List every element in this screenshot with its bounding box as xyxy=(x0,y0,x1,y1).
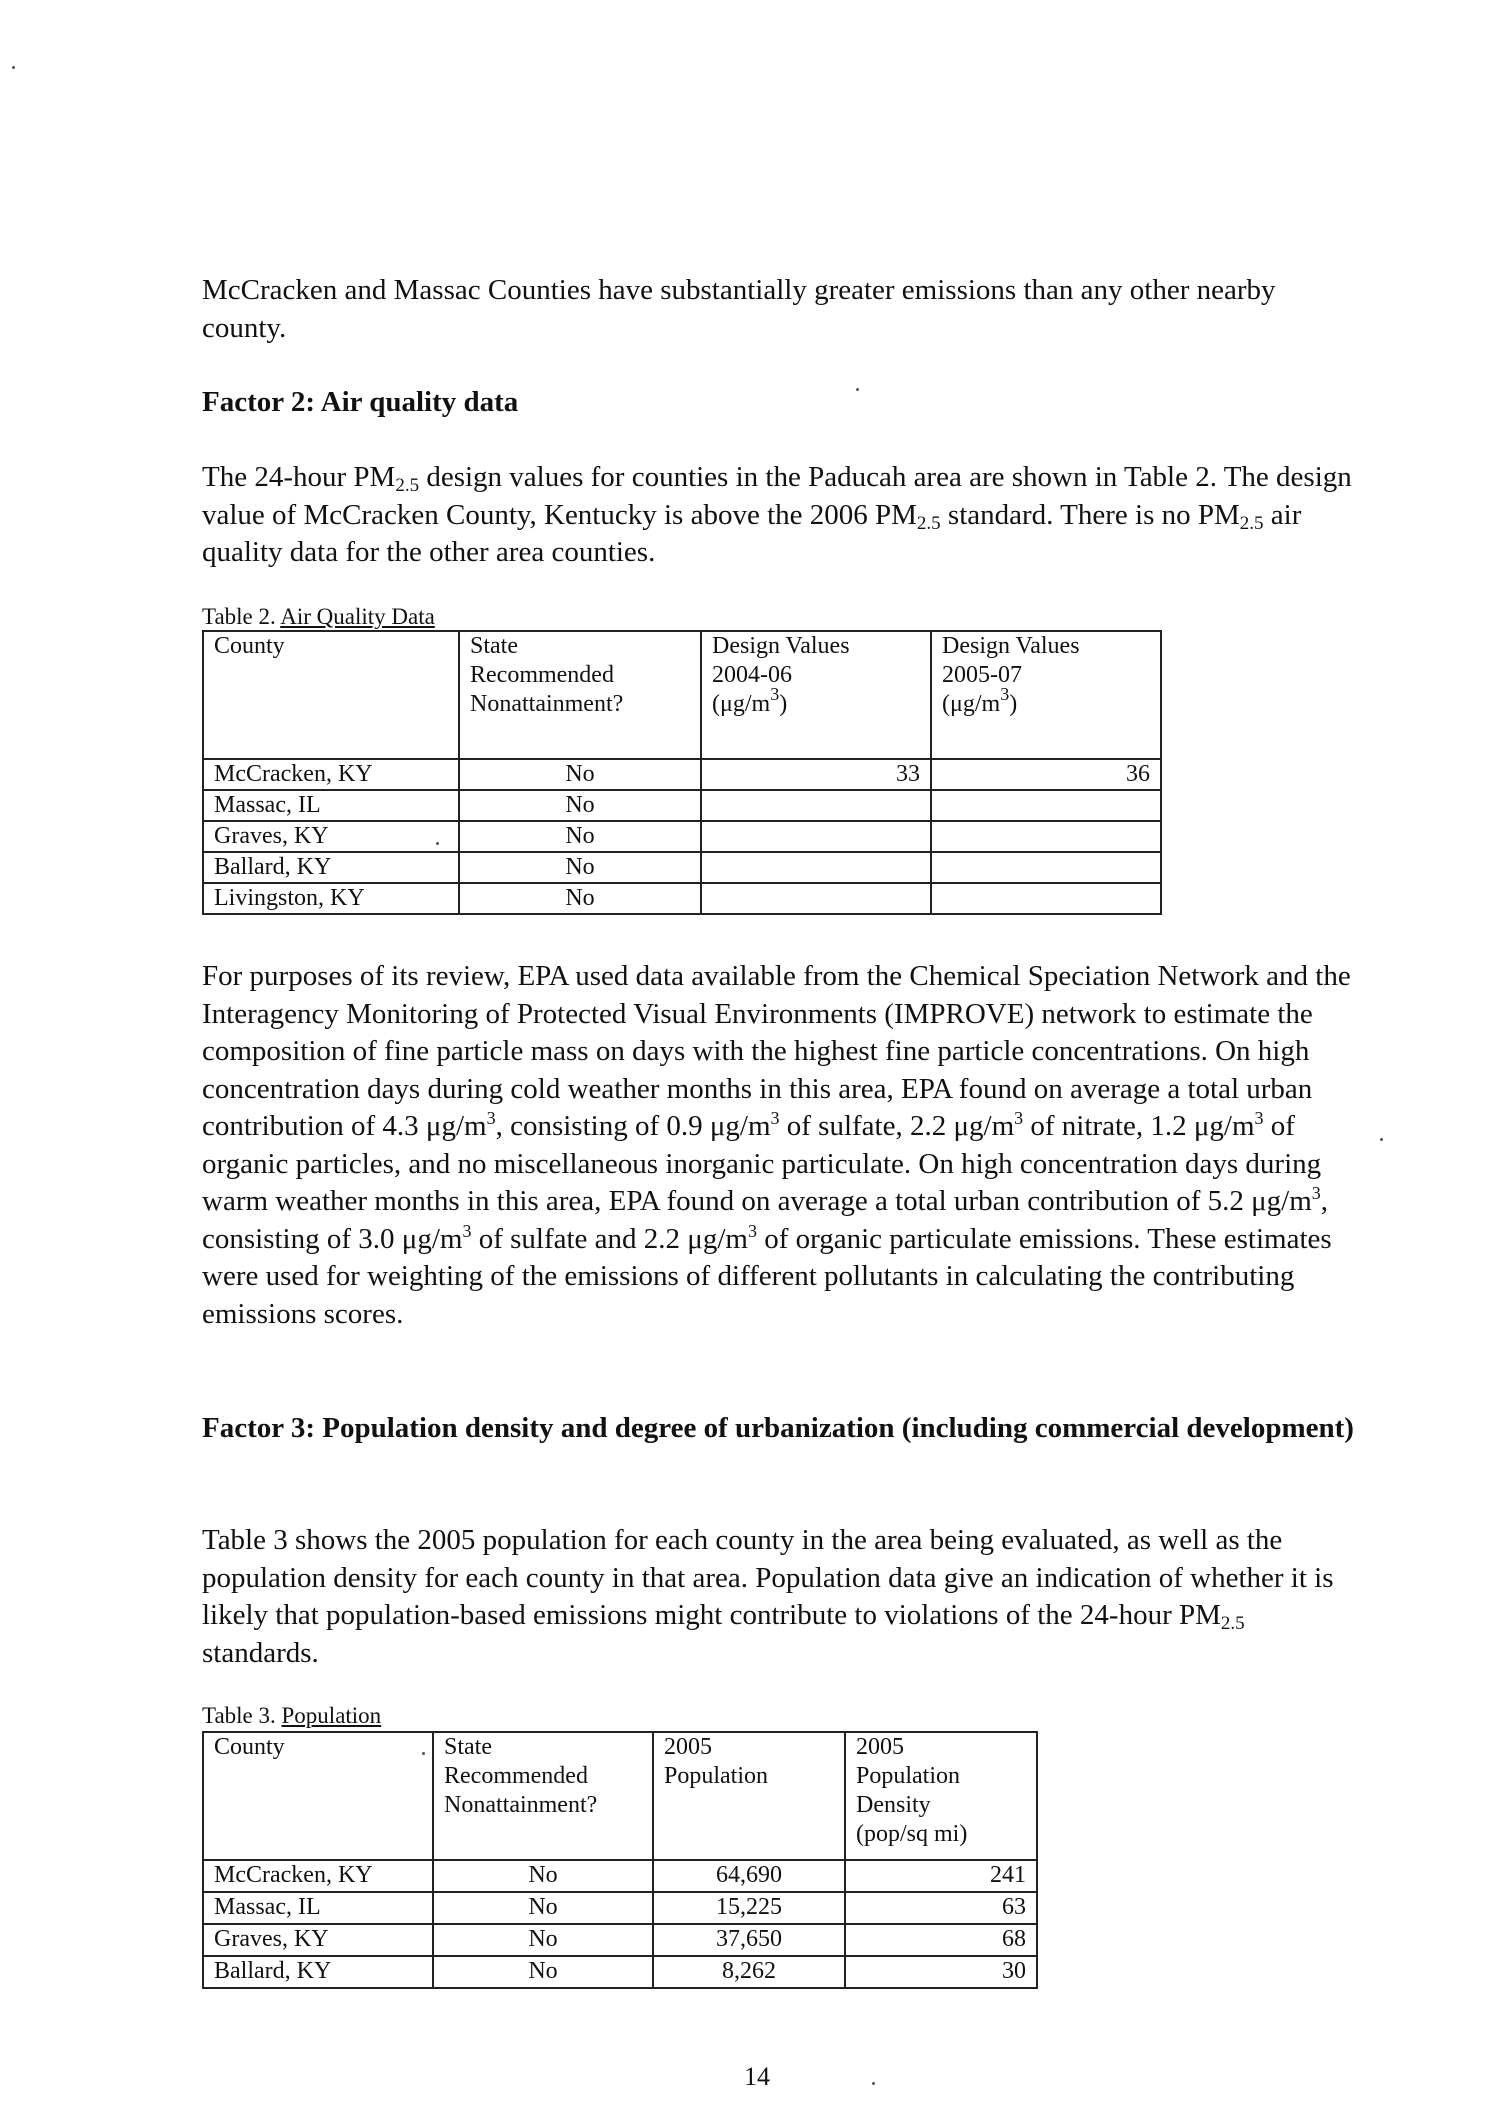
state-cell: No xyxy=(433,1892,653,1924)
header-county: County xyxy=(203,1732,433,1860)
county-cell: Livingston, KY xyxy=(203,883,459,914)
scan-speck xyxy=(872,2082,875,2085)
density-cell: 68 xyxy=(845,1924,1037,1956)
state-cell: No xyxy=(433,1956,653,1988)
population-cell: 15,225 xyxy=(653,1892,845,1924)
table-row xyxy=(203,1956,1037,1988)
table-row xyxy=(203,1924,1037,1956)
state-cell: No xyxy=(459,883,701,914)
density-cell: 30 xyxy=(845,1956,1037,1988)
design-value-cell xyxy=(931,852,1161,883)
design-value-cell xyxy=(931,821,1161,852)
table-row xyxy=(203,821,1161,852)
table-row xyxy=(203,883,1161,914)
factor3-heading: Factor 3: Population density and degree of urbanization (including commercial development) xyxy=(202,1412,1354,1444)
density-cell: 63 xyxy=(845,1892,1037,1924)
county-cell: Graves, KY xyxy=(203,821,459,852)
header-state-recommended: State Recommended Nonattainment? xyxy=(433,1732,653,1860)
design-value-cell xyxy=(701,883,931,914)
county-cell: Ballard, KY xyxy=(203,1956,433,1988)
header-design-values-2005-07: Design Values 2005-07 $(\mu g/m^3)$ xyxy=(931,631,1161,759)
design-value-cell xyxy=(701,852,931,883)
factor2-paragraph: The 24-hour $PM_{2.5}$ design values for counties in the Paducah area are shown in Table 2. The design value of McCracken County, Kentucky is above the 2006 $PM_{2.5}$ standard. There is no $PM_{2.5}$ air quality data for the other area counties. xyxy=(202,461,1352,568)
table-row xyxy=(203,790,1161,821)
county-cell: McCracken, KY xyxy=(203,1860,433,1892)
table-row xyxy=(203,759,1161,790)
state-cell: No xyxy=(459,790,701,821)
header-state-recommended: State Recommended Nonattainment? xyxy=(459,631,701,759)
county-cell: Ballard, KY xyxy=(203,852,459,883)
design-value-cell xyxy=(931,883,1161,914)
state-cell: No xyxy=(433,1860,653,1892)
scan-speck xyxy=(12,66,15,69)
population-table xyxy=(202,1731,1038,1989)
intro-paragraph: McCracken and Massac Counties have substantially greater emissions than any other nearby county. xyxy=(202,274,1276,344)
table-header-row xyxy=(203,1732,1037,1860)
state-cell: No xyxy=(433,1924,653,1956)
page-number: 14 xyxy=(744,2062,770,2091)
scan-speck xyxy=(1380,1138,1383,1141)
table-row xyxy=(203,852,1161,883)
header-design-values-2004-06: Design Values 2004-06 $(\mu g/m^3)$ xyxy=(701,631,931,759)
state-cell: No xyxy=(459,852,701,883)
design-value-cell: 36 xyxy=(931,759,1161,790)
county-cell: Massac, IL xyxy=(203,1892,433,1924)
county-cell: Graves, KY xyxy=(203,1924,433,1956)
design-value-cell: 33 xyxy=(701,759,931,790)
header-population-density: 2005 Population Density (pop/sq mi) xyxy=(845,1732,1037,1860)
air-quality-table xyxy=(202,630,1162,915)
design-value-cell xyxy=(701,790,931,821)
state-cell: No xyxy=(459,759,701,790)
table2-caption: Table 2. Air Quality Data xyxy=(202,604,435,629)
population-cell: 8,262 xyxy=(653,1956,845,1988)
state-cell: No xyxy=(459,821,701,852)
population-cell: 37,650 xyxy=(653,1924,845,1956)
design-value-cell xyxy=(931,790,1161,821)
table-row xyxy=(203,1860,1037,1892)
population-cell: 64,690 xyxy=(653,1860,845,1892)
county-cell: Massac, IL xyxy=(203,790,459,821)
factor2-heading: Factor 2: Air quality data xyxy=(202,386,519,418)
table3-caption: Table 3. Population xyxy=(202,1703,382,1728)
header-2005-population: 2005 Population xyxy=(653,1732,845,1860)
table-header-row xyxy=(203,631,1161,759)
table-row xyxy=(203,1892,1037,1924)
header-county: County xyxy=(203,631,459,759)
design-value-cell xyxy=(701,821,931,852)
county-cell: McCracken, KY xyxy=(203,759,459,790)
density-cell: 241 xyxy=(845,1860,1037,1892)
factor3-paragraph: Table 3 shows the 2005 population for each county in the area being evaluated, as well as the population density for each county in that area. Population data give an indication of whether it is likely that population-based emissions might contribute to violations of the 24-hour $PM_{2.5}$ standards. xyxy=(202,1524,1334,1669)
epa-review-paragraph: For purposes of its review, EPA used data available from the Chemical Speciation Network and the Interagency Monitoring of Protected Visual Environments (IMPROVE) network to estimate the composition of fine particle mass on days with the highest fine particle concentrations. On high concentration days during cold weather months in this area, EPA found on average a total urban contribution of 4.3 $\mu g/m^3$, consisting of 0.9 $\mu g/m^3$ of sulfate, 2.2 $\mu g/m^3$ of nitrate, 1.2 $\mu g/m^3$ of organic particles, and no miscellaneous inorganic particulate. On high concentration days during warm weather months in this area, EPA found on average a total urban contribution of 5.2 $\mu g/m^3$, consisting of 3.0 $\mu g/m^3$ of sulfate and 2.2 $\mu g/m^3$ of organic particulate emissions. These estimates were used for weighting of the emissions of different pollutants in calculating the contributing emissions scores. xyxy=(202,960,1351,1330)
